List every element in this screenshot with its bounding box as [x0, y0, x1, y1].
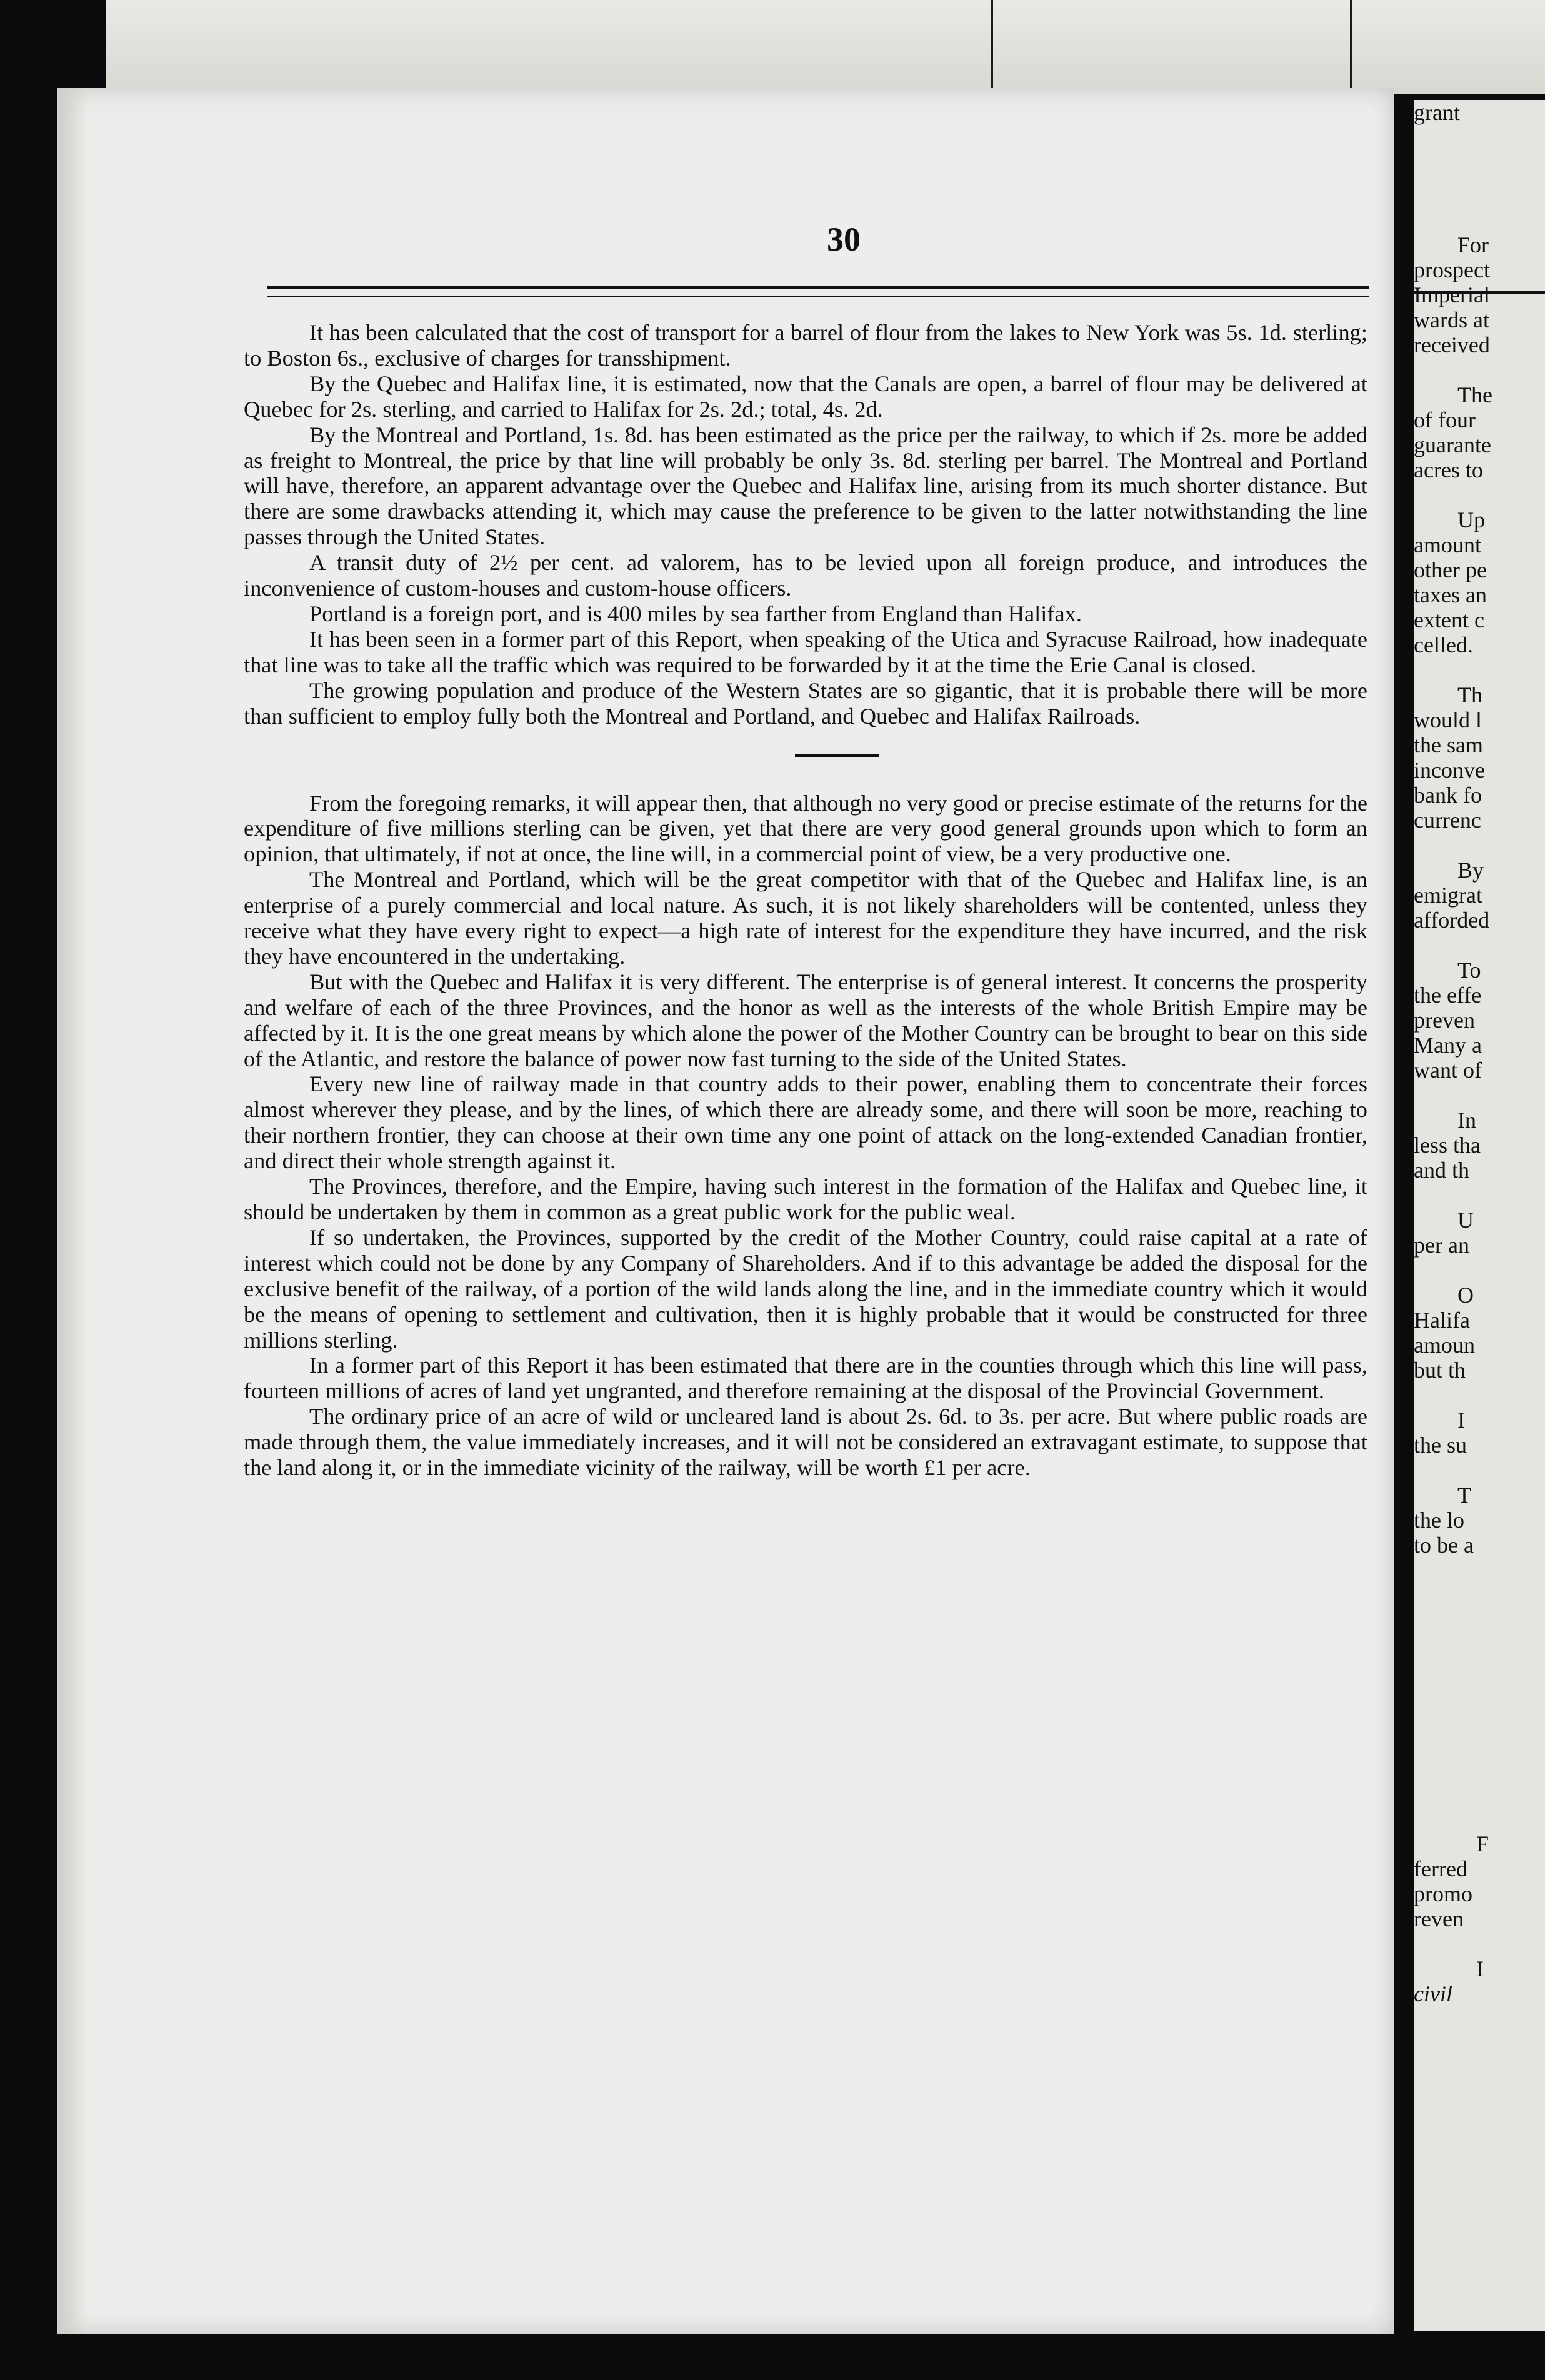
adjacent-page-text-fragment: bank fo — [1414, 782, 1482, 808]
adjacent-page-text-fragment: afforded — [1414, 908, 1490, 932]
adjacent-page-text-fragment: the effe — [1414, 982, 1482, 1008]
adjacent-page-text-fragment: currenc — [1414, 808, 1481, 832]
paragraph: It has been calculated that the cost of transport for a barrel of flour from the lakes to New York was 5s. 1d. sterling; to Boston 6s., exclusive of charges for transshipment. — [244, 320, 1368, 371]
adjacent-page-fragment — [1414, 100, 1545, 2331]
adjacent-page-text-fragment: celled. — [1414, 632, 1473, 658]
adjacent-page-text-fragment: grant — [1414, 100, 1460, 125]
paragraph: By the Quebec and Halifax line, it is estimated, now that the Canals are open, a barrel of flour may be delivered at Quebec for 2s. sterling, and carried to Halifax for 2s. 2d.; total, 4s. 2d. — [244, 371, 1368, 422]
adjacent-page-text-fragment: For — [1458, 232, 1489, 258]
adjacent-page-text-fragment: would l — [1414, 708, 1482, 732]
adjacent-page-text-fragment: inconve — [1414, 758, 1485, 782]
paragraph: From the foregoing remarks, it will appear then, that although no very good or precise estimate of the returns for the expenditure of five millions sterling can be given, yet that there are very good general grounds upon which to form an opinion, that ultimately, if not at once, the line will, in a commercial point of view, be a very productive one. — [244, 790, 1368, 867]
adjacent-page-text-fragment: I — [1458, 1408, 1465, 1432]
adjacent-page-text-fragment: less tha — [1414, 1132, 1481, 1158]
adjacent-page-text-fragment: want of — [1414, 1058, 1482, 1082]
strip-divider — [991, 0, 993, 94]
adjacent-page-text-fragment: per an — [1414, 1232, 1469, 1258]
paragraph: Every new line of railway made in that country adds to their power, enabling them to concentrate their forces almost wherever they please, and by the lines, of which there are already some, and there will soon be more, reaching to their northern frontier, they can choose at their own time any one point of attack on the long-extended Canadian frontier, and direct their whole strength against it. — [244, 1071, 1368, 1174]
adjacent-page-text-fragment: Up — [1458, 508, 1485, 532]
adjacent-page-text-fragment: the su — [1414, 1432, 1467, 1458]
adjacent-page-text-fragment: U — [1458, 1208, 1474, 1232]
adjacent-page-text-fragment: guarante — [1414, 432, 1491, 458]
adjacent-page-text-fragment: Th — [1458, 682, 1482, 708]
adjacent-page-text-fragment: preven — [1414, 1008, 1475, 1032]
paragraph: The Montreal and Portland, which will be the great competitor with that of the Quebec and Halifax line, is an enterprise of a purely commercial and local nature. As such, it is not likely shareholders will be contented, unless they receive what they have every right to expect—a high rate of interest for the expenditure they have incurred, and the risk they have encountered in the undertaking. — [244, 867, 1368, 969]
adjacent-page-text-fragment: civil — [1414, 1981, 1452, 2006]
adjacent-page-text-fragment: received — [1414, 332, 1490, 358]
adjacent-page-text-fragment: ferred — [1414, 1856, 1468, 1881]
adjacent-page-text-fragment: extent c — [1414, 608, 1484, 632]
page-number: 30 — [827, 221, 861, 258]
adjacent-page-text-fragment: of four — [1414, 408, 1476, 432]
paragraph: If so undertaken, the Provinces, supported by the credit of the Mother Country, could raise capital at a rate of interest which could not be done by any Company of Shareholders. And if to this advantage be added the disposal for the exclusive benefit of the railway, of a portion of the wild lands along the line, and in the immediate country which it would be the means of opening to settlement and cultivation, then it is highly probable that it would be constructed for three millions sterling. — [244, 1224, 1368, 1352]
adjacent-page-text-fragment: prospect — [1414, 258, 1490, 282]
adjacent-page-text-fragment: To — [1458, 958, 1481, 982]
paragraph: But with the Quebec and Halifax it is very different. The enterprise is of general interest. It concerns the prosperity and welfare of each of the three Provinces, and the honor as well as the interests of the whole British Empire may be affected by it. It is the one great means by which alone the power of the Mother Country can be brought to bear on this side of the Atlantic, and restore the balance of power now fast turning to the side of the United States. — [244, 969, 1368, 1071]
adjacent-page-text-fragment: F — [1476, 1831, 1489, 1856]
adjacent-page-text-fragment: O — [1458, 1282, 1474, 1308]
adjacent-page-text-fragment: other pe — [1414, 558, 1487, 582]
adjacent-page-text-fragment: By — [1458, 858, 1484, 882]
paragraph: The growing population and produce of the Western States are so gigantic, that it is probable there will be more than sufficient to employ fully both the Montreal and Portland, and Quebec and Halifax Railroads. — [244, 678, 1368, 729]
paragraph: By the Montreal and Portland, 1s. 8d. has been estimated as the price per the railway, to which if 2s. more be added as freight to Montreal, the price by that line will probably be only 3s. 8d. sterling per barrel. The Montreal and Portland will have, therefore, an apparent advantage over the Quebec and Halifax line, arising from its much shorter distance. But there are some drawbacks attending it, which may cause the preference to be given to the latter notwithstanding the line passes through the United States. — [244, 422, 1368, 550]
header-rule-thin — [268, 296, 1369, 298]
top-scan-strip — [106, 0, 1545, 94]
adjacent-page-text-fragment: acres to — [1414, 458, 1483, 482]
paragraph: The Provinces, therefore, and the Empire, having such interest in the formation of the Halifax and Quebec line, it should be undertaken by them in common as a great public work for the public weal. — [244, 1174, 1368, 1224]
header-rule-thick — [268, 286, 1369, 289]
adjacent-page-text-fragment: I — [1476, 1956, 1484, 1981]
adjacent-page-text-fragment: the sam — [1414, 732, 1483, 758]
adjacent-page-text-fragment: the lo — [1414, 1508, 1464, 1532]
adjacent-page-text-fragment: to be a — [1414, 1532, 1474, 1558]
adjacent-page-text-fragment: In — [1458, 1108, 1476, 1132]
adjacent-page-text-fragment: and th — [1414, 1158, 1469, 1182]
adjacent-page-text-fragment: taxes an — [1414, 582, 1487, 608]
adjacent-page-text-fragment: wards at — [1414, 308, 1489, 332]
adjacent-page-text-fragment: The — [1458, 382, 1492, 408]
adjacent-page-text-fragment: Imperial — [1414, 282, 1490, 308]
body-text — [244, 320, 1368, 1481]
paragraph: The ordinary price of an acre of wild or uncleared land is about 2s. 6d. to 3s. per acre. But where public roads are made through them, the value immediately increases, and it will not be considered an extravagant estimate, to suppose that the land along it, or in the immediate vicinity of the railway, will be worth £1 per acre. — [244, 1404, 1368, 1481]
adjacent-page-text-fragment: T — [1458, 1482, 1471, 1508]
adjacent-page-text-fragment: but th — [1414, 1358, 1466, 1382]
paragraph: A transit duty of 2½ per cent. ad valorem, has to be levied upon all foreign produce, and introduces the inconvenience of custom-houses and custom-house officers. — [244, 550, 1368, 601]
adjacent-page-text-fragment: reven — [1414, 1906, 1464, 1931]
section-divider — [795, 754, 879, 757]
adjacent-page-text-fragment: emigrat — [1414, 882, 1482, 908]
paragraph: Portland is a foreign port, and is 400 miles by sea farther from England than Halifax. — [309, 601, 1082, 626]
adjacent-page-text-fragment: promo — [1414, 1881, 1472, 1906]
adjacent-page-text-fragment: Many a — [1414, 1032, 1482, 1058]
paragraph: In a former part of this Report it has been estimated that there are in the counties through which this line will pass, fourteen millions of acres of land yet ungranted, and therefore remaining at the disposal of the Provincial Government. — [244, 1352, 1368, 1404]
adjacent-page-text-fragment: amoun — [1414, 1332, 1475, 1358]
adjacent-page-text-fragment: Halifa — [1414, 1308, 1470, 1332]
strip-divider — [1350, 0, 1352, 94]
adjacent-page-text-fragment: amount — [1414, 532, 1481, 558]
paragraph: It has been seen in a former part of this Report, when speaking of the Utica and Syracuse Railroad, how inadequate that line was to take all the traffic which was required to be forwarded by it at the time the Erie Canal is closed. — [244, 626, 1368, 678]
